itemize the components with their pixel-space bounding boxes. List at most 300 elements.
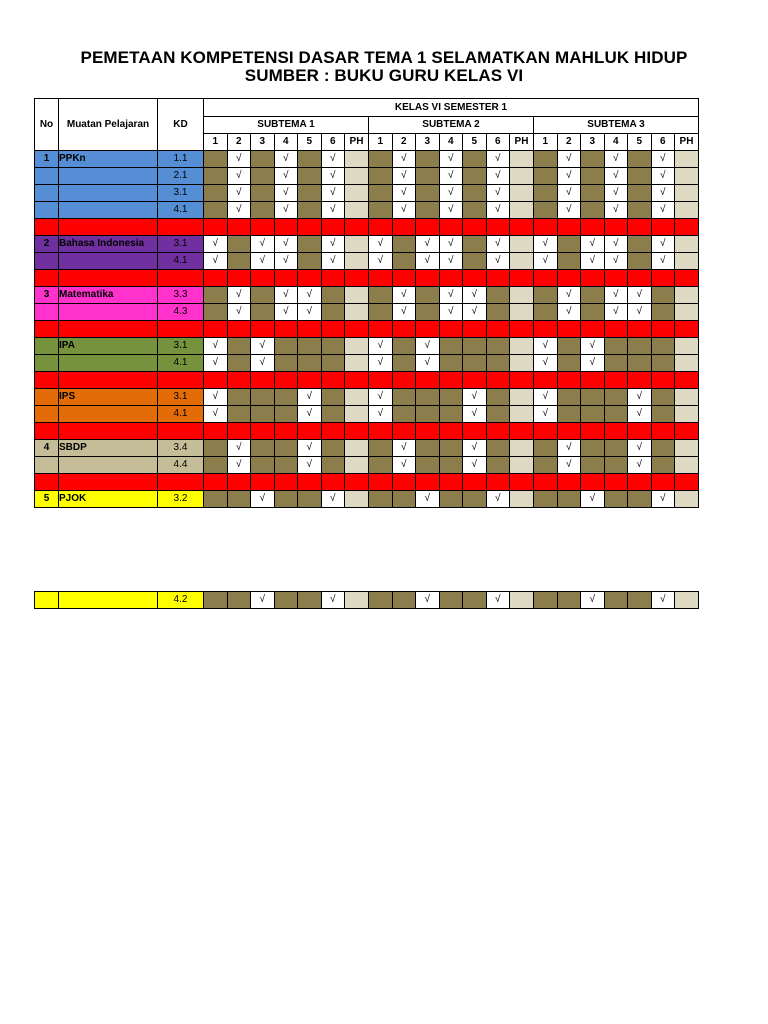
separator-cell bbox=[463, 219, 487, 236]
checked-cell: √ bbox=[392, 440, 416, 457]
separator-cell bbox=[557, 321, 581, 338]
separator-cell bbox=[251, 423, 275, 440]
row-kd: 3.3 bbox=[158, 287, 204, 304]
separator-cell bbox=[628, 219, 652, 236]
separator-cell bbox=[604, 372, 628, 389]
checked-cell: √ bbox=[604, 253, 628, 270]
checked-cell: √ bbox=[486, 491, 510, 508]
row-no bbox=[35, 202, 59, 219]
row-no bbox=[35, 304, 59, 321]
unchecked-cell bbox=[227, 355, 251, 372]
row-kd: 1.1 bbox=[158, 151, 204, 168]
unchecked-cell bbox=[604, 389, 628, 406]
checked-cell: √ bbox=[321, 185, 345, 202]
separator-cell bbox=[557, 270, 581, 287]
separator-cell bbox=[274, 423, 298, 440]
unchecked-cell bbox=[298, 338, 322, 355]
checked-cell: √ bbox=[651, 168, 675, 185]
separator-cell bbox=[35, 219, 59, 236]
separator-cell bbox=[416, 321, 440, 338]
unchecked-cell bbox=[439, 355, 463, 372]
unchecked-cell bbox=[204, 202, 228, 219]
table-row bbox=[35, 287, 699, 304]
checked-cell: √ bbox=[204, 355, 228, 372]
separator-cell bbox=[439, 372, 463, 389]
table-row bbox=[35, 236, 699, 253]
row-kd: 2.1 bbox=[158, 168, 204, 185]
separator-cell bbox=[392, 270, 416, 287]
unchecked-cell bbox=[628, 185, 652, 202]
separator-cell bbox=[251, 321, 275, 338]
checked-cell: √ bbox=[604, 185, 628, 202]
ph-cell bbox=[510, 304, 534, 321]
checked-cell: √ bbox=[628, 389, 652, 406]
separator-cell bbox=[510, 372, 534, 389]
separator-cell bbox=[227, 219, 251, 236]
checked-cell: √ bbox=[321, 491, 345, 508]
separator-cell bbox=[59, 321, 158, 338]
separator-cell bbox=[59, 372, 158, 389]
row-subject: PPKn bbox=[59, 151, 158, 168]
ph-cell bbox=[675, 491, 699, 508]
checked-cell: √ bbox=[439, 304, 463, 321]
unchecked-cell bbox=[581, 168, 605, 185]
checked-cell: √ bbox=[369, 355, 393, 372]
unchecked-cell bbox=[392, 491, 416, 508]
ph-cell bbox=[510, 440, 534, 457]
ph-cell bbox=[675, 304, 699, 321]
checked-cell: √ bbox=[369, 406, 393, 423]
row-no bbox=[35, 168, 59, 185]
unchecked-cell bbox=[604, 457, 628, 474]
row-kd: 4.1 bbox=[158, 406, 204, 423]
ph-cell bbox=[345, 304, 369, 321]
unchecked-cell bbox=[204, 592, 228, 609]
checked-cell: √ bbox=[581, 253, 605, 270]
separator-cell bbox=[510, 270, 534, 287]
separator-cell bbox=[298, 423, 322, 440]
ph-cell bbox=[345, 355, 369, 372]
separator-cell bbox=[204, 423, 228, 440]
separator-cell bbox=[534, 474, 558, 491]
checked-cell: √ bbox=[581, 491, 605, 508]
unchecked-cell bbox=[651, 440, 675, 457]
unchecked-cell bbox=[651, 287, 675, 304]
separator-cell bbox=[35, 423, 59, 440]
unchecked-cell bbox=[534, 151, 558, 168]
unchecked-cell bbox=[227, 406, 251, 423]
row-kd: 3.1 bbox=[158, 236, 204, 253]
separator-cell bbox=[486, 423, 510, 440]
ph-cell bbox=[675, 355, 699, 372]
unchecked-cell bbox=[204, 287, 228, 304]
separator-cell bbox=[251, 474, 275, 491]
checked-cell: √ bbox=[557, 304, 581, 321]
ph-cell bbox=[510, 168, 534, 185]
unchecked-cell bbox=[534, 202, 558, 219]
ph-cell bbox=[675, 168, 699, 185]
separator-cell bbox=[651, 423, 675, 440]
unchecked-cell bbox=[251, 185, 275, 202]
header-col-2: 2 bbox=[227, 134, 251, 151]
separator-cell bbox=[345, 270, 369, 287]
unchecked-cell bbox=[321, 355, 345, 372]
checked-cell: √ bbox=[486, 202, 510, 219]
separator-cell bbox=[227, 321, 251, 338]
kd-mapping-table-continued bbox=[34, 591, 699, 609]
separator-cell bbox=[651, 270, 675, 287]
checked-cell: √ bbox=[604, 168, 628, 185]
unchecked-cell bbox=[486, 406, 510, 423]
unchecked-cell bbox=[628, 491, 652, 508]
unchecked-cell bbox=[628, 253, 652, 270]
checked-cell: √ bbox=[486, 592, 510, 609]
unchecked-cell bbox=[321, 287, 345, 304]
separator-cell bbox=[298, 219, 322, 236]
unchecked-cell bbox=[486, 355, 510, 372]
separator-cell bbox=[581, 372, 605, 389]
row-no: 3 bbox=[35, 287, 59, 304]
unchecked-cell bbox=[604, 406, 628, 423]
header-col-4: 4 bbox=[604, 134, 628, 151]
unchecked-cell bbox=[204, 457, 228, 474]
checked-cell: √ bbox=[486, 236, 510, 253]
row-subject bbox=[59, 202, 158, 219]
checked-cell: √ bbox=[392, 202, 416, 219]
checked-cell: √ bbox=[392, 457, 416, 474]
unchecked-cell bbox=[628, 355, 652, 372]
unchecked-cell bbox=[628, 202, 652, 219]
checked-cell: √ bbox=[604, 287, 628, 304]
unchecked-cell bbox=[486, 338, 510, 355]
unchecked-cell bbox=[581, 440, 605, 457]
separator-cell bbox=[581, 423, 605, 440]
checked-cell: √ bbox=[628, 287, 652, 304]
separator-cell bbox=[59, 270, 158, 287]
checked-cell: √ bbox=[581, 592, 605, 609]
checked-cell: √ bbox=[651, 202, 675, 219]
checked-cell: √ bbox=[439, 236, 463, 253]
row-kd: 4.3 bbox=[158, 304, 204, 321]
checked-cell: √ bbox=[251, 355, 275, 372]
ph-cell bbox=[675, 151, 699, 168]
ph-cell bbox=[675, 236, 699, 253]
unchecked-cell bbox=[227, 236, 251, 253]
separator-cell bbox=[463, 423, 487, 440]
separator-cell bbox=[321, 474, 345, 491]
separator-cell bbox=[251, 270, 275, 287]
separator-cell bbox=[628, 474, 652, 491]
table-row bbox=[35, 151, 699, 168]
checked-cell: √ bbox=[227, 440, 251, 457]
unchecked-cell bbox=[628, 168, 652, 185]
header-col-3: 3 bbox=[416, 134, 440, 151]
separator-cell bbox=[274, 372, 298, 389]
unchecked-cell bbox=[581, 185, 605, 202]
checked-cell: √ bbox=[274, 287, 298, 304]
separator-row bbox=[35, 219, 699, 236]
checked-cell: √ bbox=[298, 389, 322, 406]
row-subject: IPA bbox=[59, 338, 158, 355]
unchecked-cell bbox=[604, 355, 628, 372]
checked-cell: √ bbox=[204, 338, 228, 355]
separator-cell bbox=[510, 219, 534, 236]
ph-cell bbox=[345, 253, 369, 270]
header-col-5: 5 bbox=[628, 134, 652, 151]
separator-cell bbox=[510, 321, 534, 338]
unchecked-cell bbox=[628, 592, 652, 609]
table-row bbox=[35, 355, 699, 372]
unchecked-cell bbox=[439, 338, 463, 355]
unchecked-cell bbox=[251, 406, 275, 423]
unchecked-cell bbox=[463, 253, 487, 270]
separator-cell bbox=[392, 474, 416, 491]
separator-cell bbox=[251, 219, 275, 236]
checked-cell: √ bbox=[463, 389, 487, 406]
checked-cell: √ bbox=[274, 202, 298, 219]
unchecked-cell bbox=[274, 440, 298, 457]
unchecked-cell bbox=[534, 491, 558, 508]
unchecked-cell bbox=[557, 491, 581, 508]
unchecked-cell bbox=[369, 304, 393, 321]
separator-cell bbox=[463, 321, 487, 338]
separator-row bbox=[35, 270, 699, 287]
separator-cell bbox=[158, 423, 204, 440]
separator-cell bbox=[675, 219, 699, 236]
unchecked-cell bbox=[204, 185, 228, 202]
unchecked-cell bbox=[369, 491, 393, 508]
separator-cell bbox=[345, 372, 369, 389]
ph-cell bbox=[345, 491, 369, 508]
separator-cell bbox=[392, 219, 416, 236]
checked-cell: √ bbox=[227, 304, 251, 321]
separator-cell bbox=[204, 372, 228, 389]
ph-cell bbox=[675, 389, 699, 406]
checked-cell: √ bbox=[251, 253, 275, 270]
ph-cell bbox=[510, 406, 534, 423]
row-subject: SBDP bbox=[59, 440, 158, 457]
checked-cell: √ bbox=[274, 151, 298, 168]
checked-cell: √ bbox=[392, 304, 416, 321]
separator-cell bbox=[369, 372, 393, 389]
unchecked-cell bbox=[651, 304, 675, 321]
unchecked-cell bbox=[392, 338, 416, 355]
unchecked-cell bbox=[251, 202, 275, 219]
checked-cell: √ bbox=[604, 236, 628, 253]
separator-cell bbox=[35, 270, 59, 287]
row-subject bbox=[59, 253, 158, 270]
unchecked-cell bbox=[274, 389, 298, 406]
unchecked-cell bbox=[369, 592, 393, 609]
separator-cell bbox=[345, 423, 369, 440]
page-title: PEMETAAN KOMPETENSI DASAR TEMA 1 SELAMATKAN MAHLUK HIDUP bbox=[80, 48, 688, 67]
separator-cell bbox=[416, 270, 440, 287]
row-subject bbox=[59, 355, 158, 372]
header-col-1: 1 bbox=[204, 134, 228, 151]
unchecked-cell bbox=[298, 592, 322, 609]
header-col-6: 6 bbox=[486, 134, 510, 151]
table-row bbox=[35, 406, 699, 423]
row-no bbox=[35, 185, 59, 202]
row-no: 5 bbox=[35, 491, 59, 508]
unchecked-cell bbox=[369, 287, 393, 304]
unchecked-cell bbox=[463, 202, 487, 219]
separator-row bbox=[35, 474, 699, 491]
row-subject bbox=[59, 592, 158, 609]
row-kd: 4.1 bbox=[158, 355, 204, 372]
separator-cell bbox=[227, 423, 251, 440]
header-col-1: 1 bbox=[369, 134, 393, 151]
unchecked-cell bbox=[651, 338, 675, 355]
checked-cell: √ bbox=[416, 592, 440, 609]
unchecked-cell bbox=[321, 389, 345, 406]
separator-cell bbox=[628, 372, 652, 389]
unchecked-cell bbox=[581, 457, 605, 474]
separator-cell bbox=[369, 321, 393, 338]
row-kd: 3.1 bbox=[158, 185, 204, 202]
ph-cell bbox=[675, 457, 699, 474]
separator-cell bbox=[274, 270, 298, 287]
unchecked-cell bbox=[204, 304, 228, 321]
separator-cell bbox=[345, 321, 369, 338]
ph-cell bbox=[510, 236, 534, 253]
unchecked-cell bbox=[534, 185, 558, 202]
table-row bbox=[35, 491, 699, 508]
checked-cell: √ bbox=[321, 168, 345, 185]
separator-cell bbox=[416, 423, 440, 440]
separator-cell bbox=[274, 321, 298, 338]
unchecked-cell bbox=[274, 338, 298, 355]
row-kd: 3.4 bbox=[158, 440, 204, 457]
separator-cell bbox=[158, 219, 204, 236]
row-no bbox=[35, 406, 59, 423]
checked-cell: √ bbox=[298, 406, 322, 423]
checked-cell: √ bbox=[534, 389, 558, 406]
unchecked-cell bbox=[463, 355, 487, 372]
unchecked-cell bbox=[227, 491, 251, 508]
checked-cell: √ bbox=[534, 236, 558, 253]
unchecked-cell bbox=[463, 151, 487, 168]
header-col-5: 5 bbox=[463, 134, 487, 151]
separator-cell bbox=[274, 474, 298, 491]
checked-cell: √ bbox=[581, 355, 605, 372]
separator-cell bbox=[534, 423, 558, 440]
separator-cell bbox=[675, 372, 699, 389]
unchecked-cell bbox=[274, 355, 298, 372]
separator-cell bbox=[35, 321, 59, 338]
checked-cell: √ bbox=[604, 151, 628, 168]
header-col-ph: PH bbox=[510, 134, 534, 151]
separator-cell bbox=[651, 474, 675, 491]
header-subtema-1: SUBTEMA 1 bbox=[204, 117, 369, 134]
unchecked-cell bbox=[416, 151, 440, 168]
header-col-ph: PH bbox=[345, 134, 369, 151]
row-no: 1 bbox=[35, 151, 59, 168]
kd-mapping-table bbox=[34, 98, 699, 508]
unchecked-cell bbox=[274, 592, 298, 609]
row-no bbox=[35, 355, 59, 372]
unchecked-cell bbox=[274, 406, 298, 423]
table-row bbox=[35, 168, 699, 185]
unchecked-cell bbox=[416, 202, 440, 219]
unchecked-cell bbox=[321, 338, 345, 355]
unchecked-cell bbox=[298, 253, 322, 270]
ph-cell bbox=[675, 440, 699, 457]
ph-cell bbox=[345, 151, 369, 168]
row-subject bbox=[59, 304, 158, 321]
separator-cell bbox=[486, 474, 510, 491]
ph-cell bbox=[675, 287, 699, 304]
separator-cell bbox=[581, 321, 605, 338]
row-subject bbox=[59, 185, 158, 202]
ph-cell bbox=[345, 406, 369, 423]
separator-cell bbox=[227, 474, 251, 491]
checked-cell: √ bbox=[369, 253, 393, 270]
unchecked-cell bbox=[416, 185, 440, 202]
checked-cell: √ bbox=[557, 168, 581, 185]
separator-cell bbox=[675, 474, 699, 491]
separator-cell bbox=[534, 321, 558, 338]
separator-cell bbox=[463, 474, 487, 491]
separator-cell bbox=[486, 219, 510, 236]
separator-cell bbox=[321, 219, 345, 236]
unchecked-cell bbox=[557, 338, 581, 355]
separator-cell bbox=[628, 423, 652, 440]
row-no: 2 bbox=[35, 236, 59, 253]
row-subject: Matematika bbox=[59, 287, 158, 304]
ph-cell bbox=[345, 168, 369, 185]
separator-cell bbox=[557, 423, 581, 440]
unchecked-cell bbox=[321, 406, 345, 423]
unchecked-cell bbox=[298, 355, 322, 372]
checked-cell: √ bbox=[439, 253, 463, 270]
checked-cell: √ bbox=[557, 185, 581, 202]
unchecked-cell bbox=[534, 287, 558, 304]
unchecked-cell bbox=[392, 406, 416, 423]
checked-cell: √ bbox=[298, 304, 322, 321]
checked-cell: √ bbox=[392, 287, 416, 304]
checked-cell: √ bbox=[486, 168, 510, 185]
header-col-4: 4 bbox=[439, 134, 463, 151]
unchecked-cell bbox=[298, 168, 322, 185]
checked-cell: √ bbox=[463, 304, 487, 321]
checked-cell: √ bbox=[369, 389, 393, 406]
unchecked-cell bbox=[463, 236, 487, 253]
unchecked-cell bbox=[651, 406, 675, 423]
unchecked-cell bbox=[581, 304, 605, 321]
checked-cell: √ bbox=[204, 389, 228, 406]
checked-cell: √ bbox=[369, 338, 393, 355]
unchecked-cell bbox=[604, 592, 628, 609]
ph-cell bbox=[675, 406, 699, 423]
checked-cell: √ bbox=[557, 151, 581, 168]
checked-cell: √ bbox=[227, 202, 251, 219]
header-col-2: 2 bbox=[557, 134, 581, 151]
checked-cell: √ bbox=[392, 151, 416, 168]
separator-cell bbox=[651, 372, 675, 389]
checked-cell: √ bbox=[321, 592, 345, 609]
separator-cell bbox=[510, 474, 534, 491]
separator-cell bbox=[675, 321, 699, 338]
checked-cell: √ bbox=[227, 185, 251, 202]
separator-cell bbox=[581, 270, 605, 287]
row-no bbox=[35, 389, 59, 406]
unchecked-cell bbox=[416, 457, 440, 474]
checked-cell: √ bbox=[416, 338, 440, 355]
checked-cell: √ bbox=[321, 253, 345, 270]
header-col-3: 3 bbox=[251, 134, 275, 151]
separator-cell bbox=[416, 372, 440, 389]
